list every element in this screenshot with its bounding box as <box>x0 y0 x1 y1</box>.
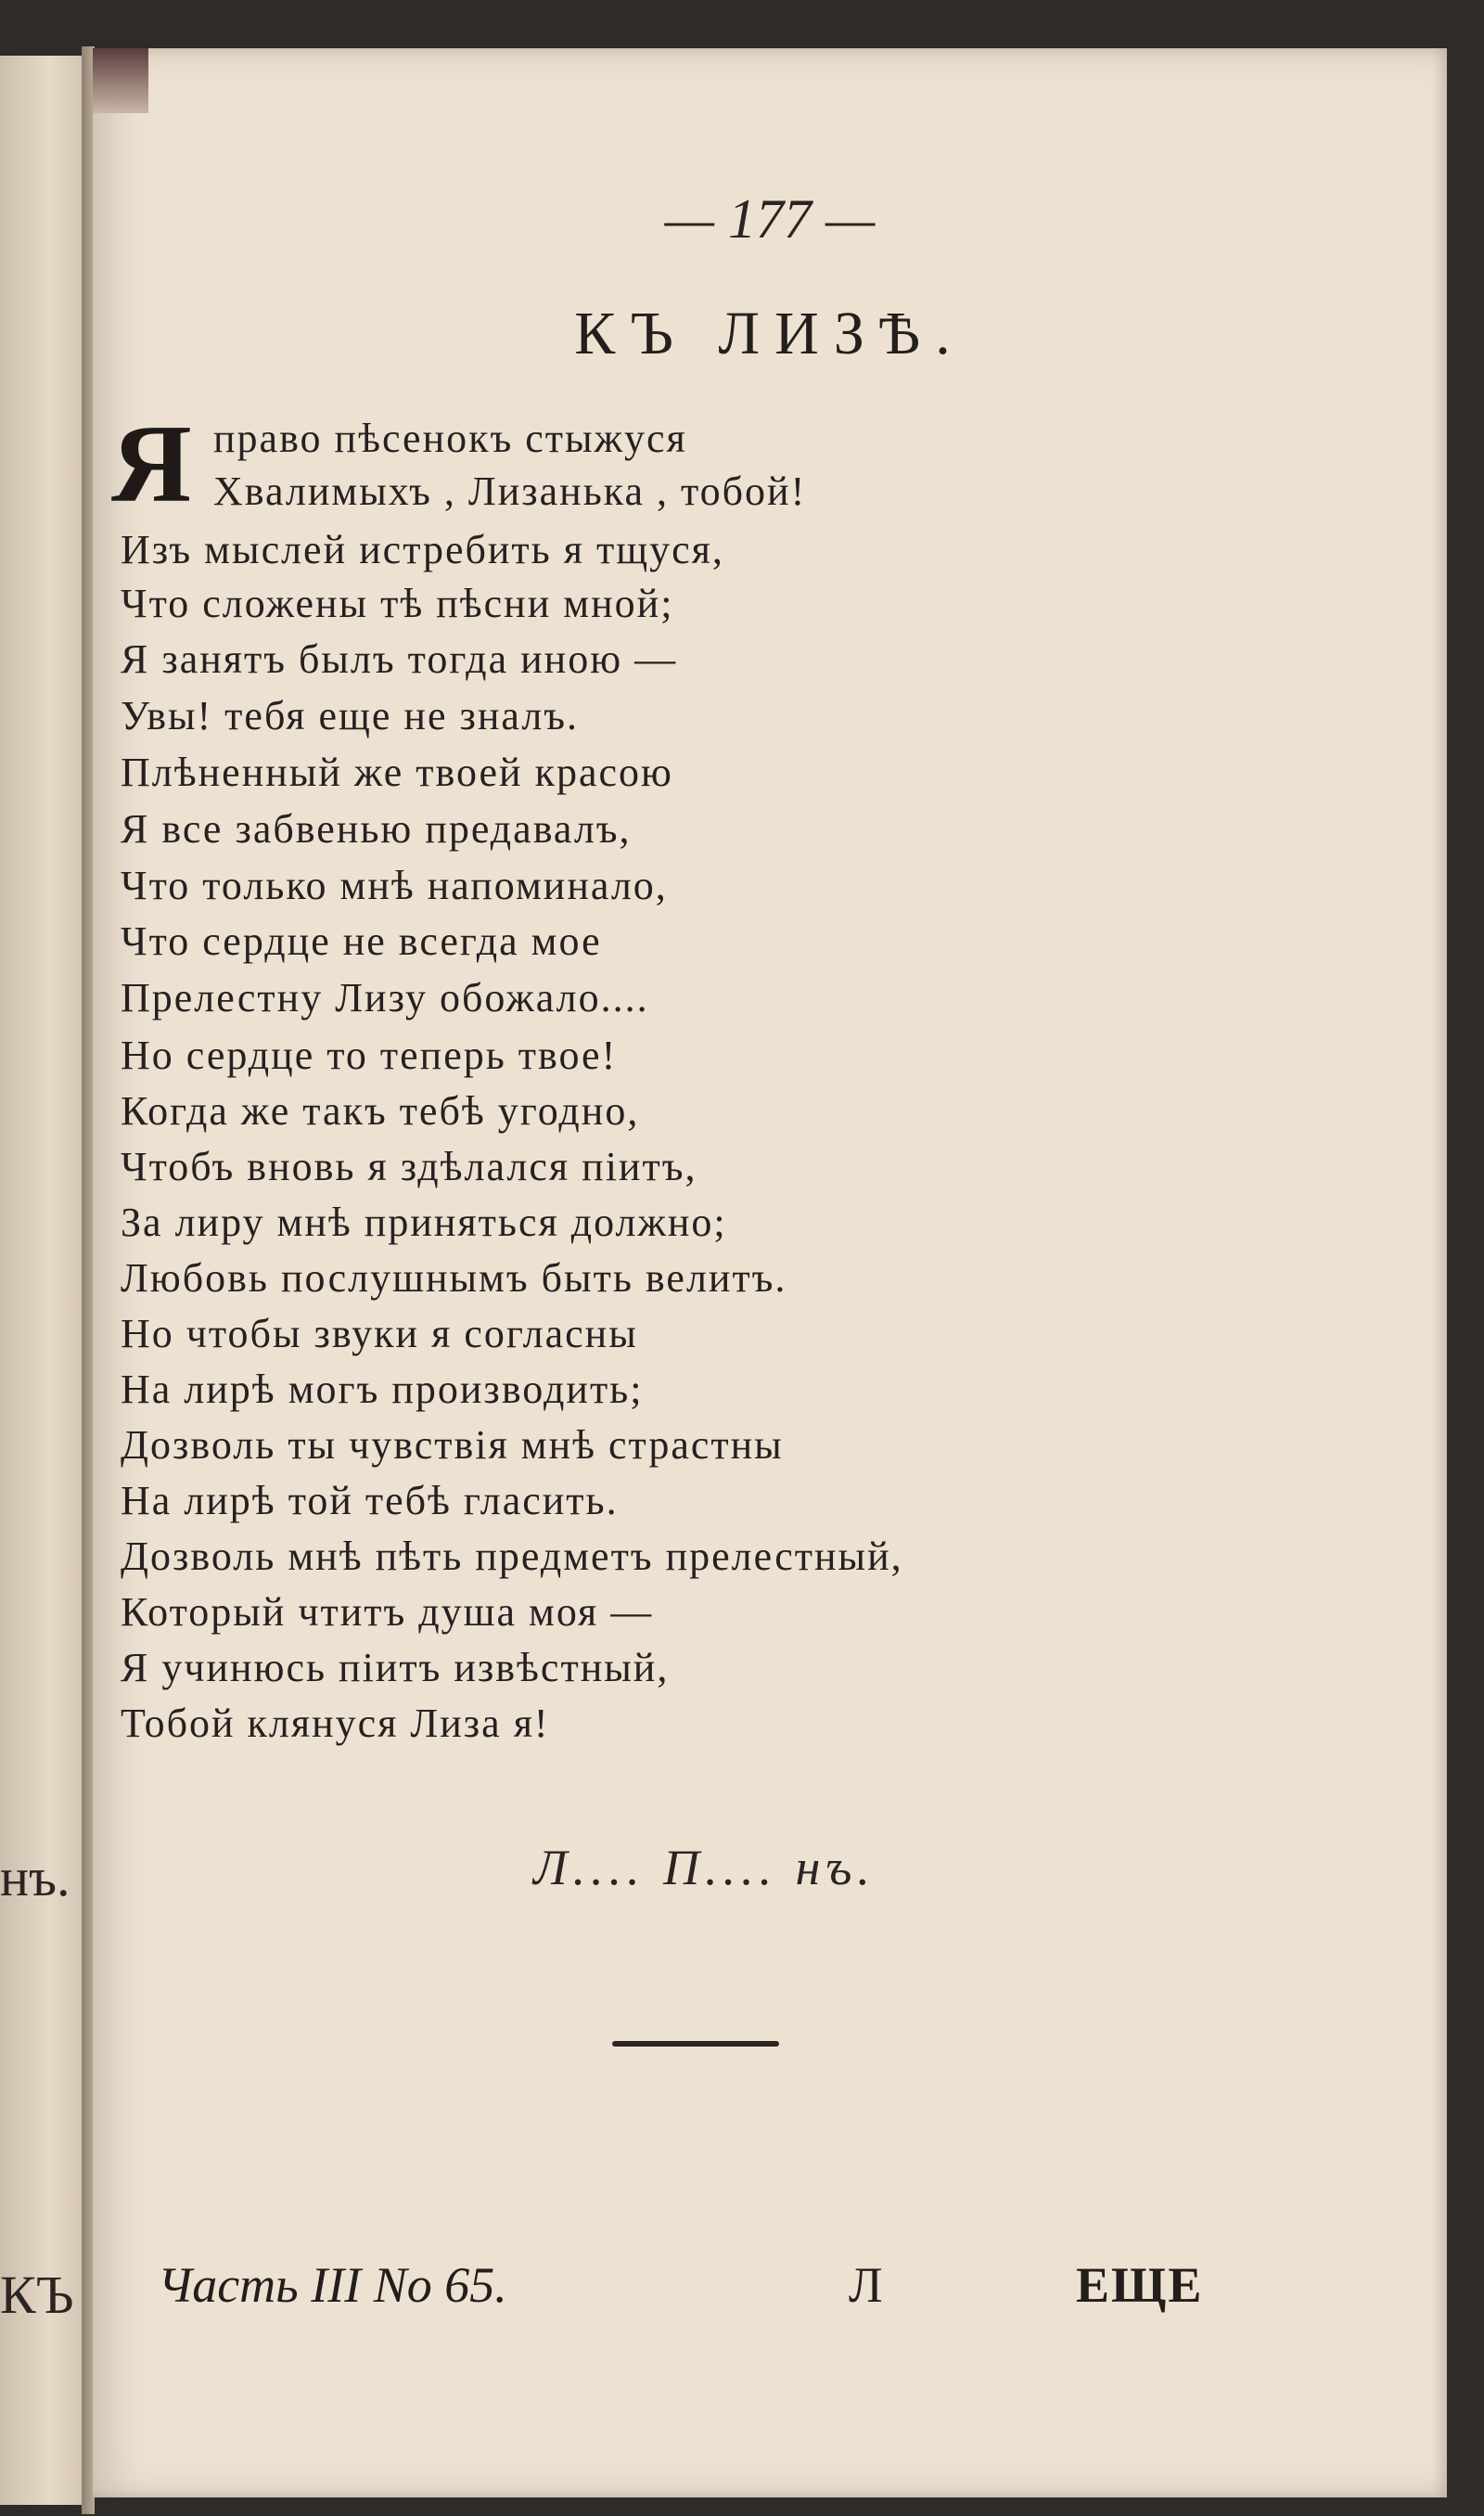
poem-line: Что сложены тѣ пѣсни мной; <box>121 581 674 626</box>
drop-cap: Я <box>111 402 192 525</box>
facing-page-fragment-lower: КЪ <box>0 2265 74 2325</box>
poem-line: Увы! тебя еще не зналъ. <box>121 693 580 738</box>
poem-line: Но сердце то теперь твое! <box>121 1033 618 1078</box>
author-signature: Л.... П.... нъ. <box>533 1840 876 1895</box>
poem-line: Я учинюсь піитъ извѣстный, <box>121 1645 670 1690</box>
poem-line: На лирѣ могъ производить; <box>121 1367 644 1412</box>
poem-line: право пѣсенокъ стыжуся <box>213 416 687 461</box>
poem-line: Любовь послушнымъ быть велитъ. <box>121 1255 787 1301</box>
poem-line: Плѣненный же твоей красою <box>121 750 673 795</box>
poem-line: Но чтобы звуки я согласны <box>121 1311 638 1356</box>
poem-line: Изъ мыслей истребить я тщуся, <box>121 527 724 572</box>
volume-signature: Часть III No 65. <box>158 2257 507 2313</box>
book-page <box>93 48 1447 2497</box>
gathering-letter: Л <box>849 2257 883 2313</box>
poem-line: Я все забвенью предавалъ, <box>121 806 632 852</box>
poem-line: Что сердце не всегда мое <box>121 918 602 964</box>
poem-line: Который чтитъ душа моя — <box>121 1589 654 1635</box>
poem-line: Чтобъ вновь я здѣлался піитъ, <box>121 1144 697 1189</box>
poem-line: Хвалимыхъ , Лизанька , тобой! <box>213 469 807 514</box>
poem-line: Прелестну Лизу обожало.... <box>121 975 649 1021</box>
closing-rule <box>612 2041 779 2047</box>
poem-line: Когда же такъ тебѣ угодно, <box>121 1088 640 1134</box>
facing-page-edge <box>0 56 83 2505</box>
poem-title: КЪ ЛИЗѢ. <box>574 300 966 367</box>
poem-line: За лиру мнѣ приняться должно; <box>121 1200 727 1245</box>
page-number: — 177 — <box>664 188 876 250</box>
poem-line: Я занятъ былъ тогда иною — <box>121 636 678 682</box>
facing-page-fragment-upper: нъ. <box>0 1847 70 1907</box>
poem-line: Дозволь мнѣ пѣть предметъ прелестный, <box>121 1534 903 1579</box>
poem-line: Дозволь ты чувствія мнѣ страстны <box>121 1422 784 1468</box>
poem-line: Что только мнѣ напоминало, <box>121 863 668 908</box>
poem-body <box>93 48 1447 1904</box>
poem-line: Тобой клянуся Лиза я! <box>121 1701 550 1746</box>
poem-line: На лирѣ той тебѣ гласить. <box>121 1478 619 1523</box>
catchword: ЕЩЕ <box>1076 2257 1204 2313</box>
